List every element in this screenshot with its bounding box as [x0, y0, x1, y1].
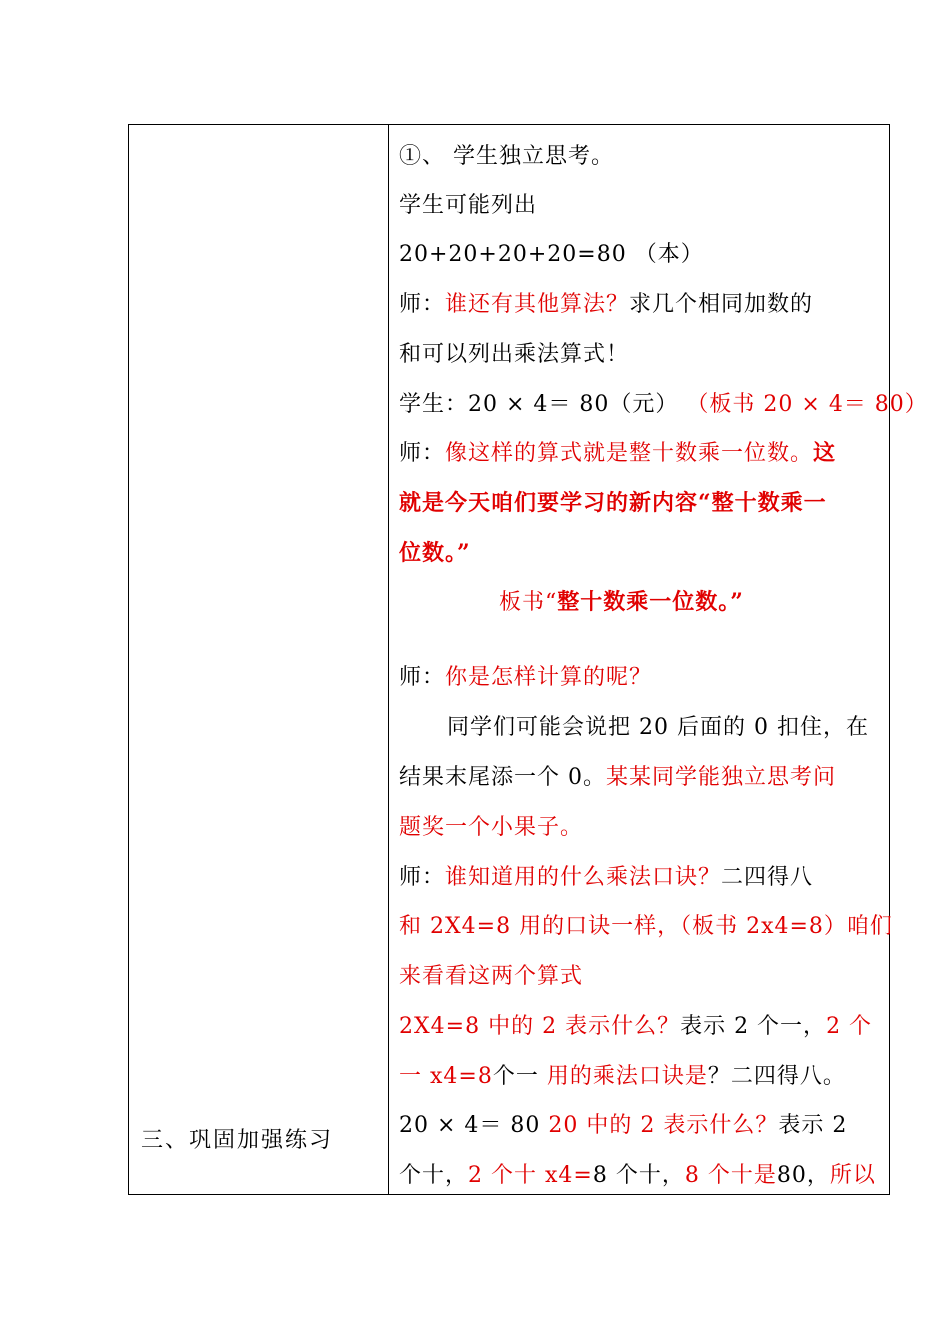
text-line	[399, 387, 928, 418]
section-label: 三、巩固加强练习	[141, 1128, 334, 1153]
text-segment: 一 x4=8	[399, 1064, 493, 1089]
text-line	[447, 710, 869, 741]
text-segment: 这	[813, 440, 837, 466]
text-segment: 表示 2 个一，	[680, 1014, 827, 1039]
lesson-table	[128, 124, 928, 1195]
text-line	[399, 337, 629, 368]
text-segment: 师：	[399, 292, 446, 317]
text-segment: 板书“	[499, 590, 558, 615]
text-segment: 师：	[399, 665, 446, 690]
text-segment: 8 个十是	[684, 1163, 777, 1188]
text-line	[399, 860, 813, 891]
text-segment: 谁还有其他算法？	[445, 292, 630, 317]
text-line	[399, 486, 827, 517]
text-segment: 师：	[399, 865, 446, 890]
text-segment: 谁知道用的什么乘法口诀？	[445, 865, 722, 890]
text-segment: 位数。”	[399, 540, 471, 566]
text-segment: 题奖一个小果子。	[399, 815, 584, 840]
text-segment: 学生：20 × 4＝ 80（元）	[399, 392, 687, 417]
text-segment: 就是今天咱们要学习的新内容“整十数乘一	[399, 490, 827, 516]
text-line	[399, 536, 471, 567]
text-segment: 你是怎样计算的呢？	[445, 665, 653, 690]
text-segment: 求几个相同加数的	[629, 292, 814, 317]
text-segment: 来看看这两个算式	[399, 964, 584, 989]
text-segment: 师：	[399, 441, 446, 466]
text-line	[399, 760, 836, 791]
text-line	[399, 909, 893, 940]
text-segment: 2 个十 x4=	[468, 1163, 593, 1188]
text-line	[399, 139, 614, 170]
text-segment: 80，	[776, 1163, 830, 1188]
text-segment: 20+20+20+20=80 （本）	[399, 242, 704, 267]
text-segment: 个十，	[399, 1163, 469, 1188]
text-line	[399, 1158, 876, 1189]
text-segment: 2 个	[826, 1014, 873, 1039]
text-line	[399, 810, 583, 841]
text-segment: 用的乘法口诀是	[546, 1064, 708, 1089]
text-line	[399, 1009, 872, 1040]
text-segment: （板书 20 × 4＝ 80）	[686, 392, 928, 417]
text-line	[399, 237, 704, 268]
text-segment: 20 中的 2 表示什么？	[548, 1113, 779, 1138]
text-segment: 二四得八	[721, 865, 814, 890]
text-segment: 和 2X4=8 用的口诀一样，（板书 2x4=8）咱们	[399, 914, 893, 939]
text-segment: 整十数乘一位数。”	[557, 589, 744, 615]
text-segment: 像这样的算式就是整十数乘一位数。	[445, 441, 814, 466]
text-segment: 2X4=8 中的 2 表示什么？	[399, 1014, 681, 1039]
text-line	[399, 660, 652, 691]
text-segment: 所以	[829, 1163, 876, 1188]
text-segment: ①、 学生独立思考。	[399, 144, 614, 169]
text-line	[399, 436, 836, 467]
text-line	[399, 959, 583, 990]
text-segment: 个一	[492, 1064, 547, 1089]
text-segment: 学生可能列出	[399, 193, 538, 218]
column-divider	[388, 125, 389, 1194]
text-segment: 表示 2	[778, 1113, 848, 1138]
text-segment: 和可以列出乘法算式！	[399, 342, 630, 367]
text-line	[399, 188, 537, 219]
text-line	[499, 585, 744, 616]
text-segment: 某某同学能独立思考问	[606, 765, 837, 790]
text-segment: 20 × 4＝ 80	[399, 1113, 549, 1138]
text-line	[399, 287, 813, 318]
text-segment: ？二四得八。	[707, 1064, 846, 1089]
text-segment: 8 个十，	[592, 1163, 685, 1188]
text-segment: 结果末尾添一个 0。	[399, 765, 606, 790]
text-line	[399, 1059, 846, 1090]
text-segment: 同学们可能会说把 20 后面的 0 扣住，在	[447, 715, 869, 740]
text-line	[399, 1108, 847, 1139]
